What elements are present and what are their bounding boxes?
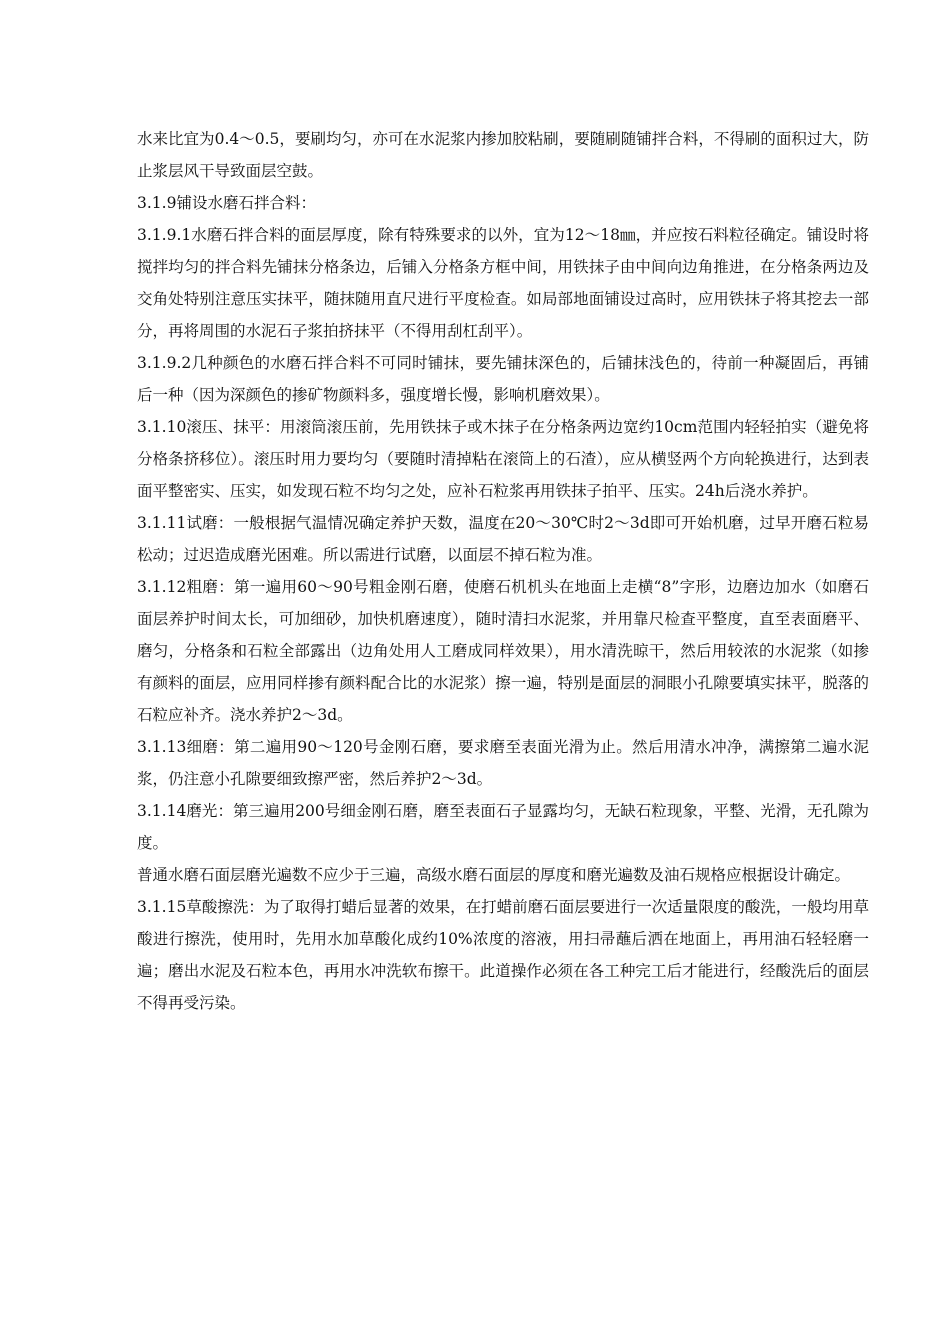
paragraph-3-1-11: 3.1.11试磨：一般根据气温情况确定养护天数，温度在20～30℃时2～3d即可开始机磨，过早开磨石粒易松动；过迟造成磨光困难。所以需进行试磨，以面层不掉石粒为准。 <box>137 514 869 564</box>
paragraph-3-1-15: 3.1.15草酸擦洗：为了取得打蜡后显著的效果，在打蜡前磨石面层要进行一次适量限度的酸洗，一般均用草酸进行擦洗，使用时，先用水加草酸化成约10%浓度的溶液，用扫帚蘸后洒在地面上，再用油石轻轻磨一遍；磨出水泥及石粒本色，再用水冲洗软布擦干。此道操作必须在各工种完工后才能进行，经酸洗后的面层不得再受污染。 <box>137 898 869 1012</box>
heading-3-1-9: 3.1.9铺设水磨石拌合料： <box>137 194 316 212</box>
paragraph-grinding-note: 普通水磨石面层磨光遍数不应少于三遍，高级水磨石面层的厚度和磨光遍数及油石规格应根据设计确定。 <box>137 866 851 884</box>
paragraph-3-1-10: 3.1.10滚压、抹平：用滚筒滚压前，先用铁抹子或木抹子在分格条两边宽约10cm范围内轻轻拍实（避免将分格条挤移位）。滚压时用力要均匀（要随时清掉粘在滚筒上的石渣），应从横竖两个方向轮换进行，达到表面平整密实、压实，如发现石粒不均匀之处，应补石粒浆再用铁抹子拍平、压实。24h后浇水养护。 <box>137 418 869 500</box>
paragraph-3-1-9-1: 3.1.9.1水磨石拌合料的面层厚度，除有特殊要求的以外，宜为12～18㎜，并应按石料粒径确定。铺设时将搅拌均匀的拌合料先铺抹分格条边，后铺入分格条方框中间，用铁抹子由中间向边角推进，在分格条两边及交角处特别注意压实抹平，随抹随用直尺进行平度检查。如局部地面铺设过高时，应用铁抹子将其挖去一部分，再将周围的水泥石子浆拍挤抹平（不得用刮杠刮平）。 <box>137 226 869 340</box>
paragraph-mortar-ratio: 水来比宜为0.4～0.5，要刷均匀，亦可在水泥浆内掺加胶粘刷，要随刷随铺拌合料，不得刷的面积过大，防止浆层风干导致面层空鼓。 <box>137 130 869 180</box>
document-body <box>137 123 869 1019</box>
paragraph-3-1-12: 3.1.12粗磨：第一遍用60～90号粗金刚石磨，使磨石机机头在地面上走横“8”字形，边磨边加水（如磨石面层养护时间太长，可加细砂，加快机磨速度），随时清扫水泥浆，并用靠尺检查平整度，直至表面磨平、磨匀，分格条和石粒全部露出（边角处用人工磨成同样效果），用水清洗晾干，然后用较浓的水泥浆（如掺有颜料的面层，应用同样掺有颜料配合比的水泥浆）擦一遍，特别是面层的洞眼小孔隙要填实抹平，脱落的石粒应补齐。浇水养护2～3d。 <box>137 578 869 724</box>
paragraph-3-1-14: 3.1.14磨光：第三遍用200号细金刚石磨，磨至表面石子显露均匀，无缺石粒现象，平整、光滑，无孔隙为度。 <box>137 802 869 852</box>
paragraph-3-1-13: 3.1.13细磨：第二遍用90～120号金刚石磨，要求磨至表面光滑为止。然后用清水冲净，满擦第二遍水泥浆，仍注意小孔隙要细致擦严密，然后养护2～3d。 <box>137 738 869 788</box>
paragraph-3-1-9-2: 3.1.9.2几种颜色的水磨石拌合料不可同时铺抹，要先铺抹深色的，后铺抹浅色的，待前一种凝固后，再铺后一种（因为深颜色的掺矿物颜料多，强度增长慢，影响机磨效果）。 <box>137 354 869 404</box>
